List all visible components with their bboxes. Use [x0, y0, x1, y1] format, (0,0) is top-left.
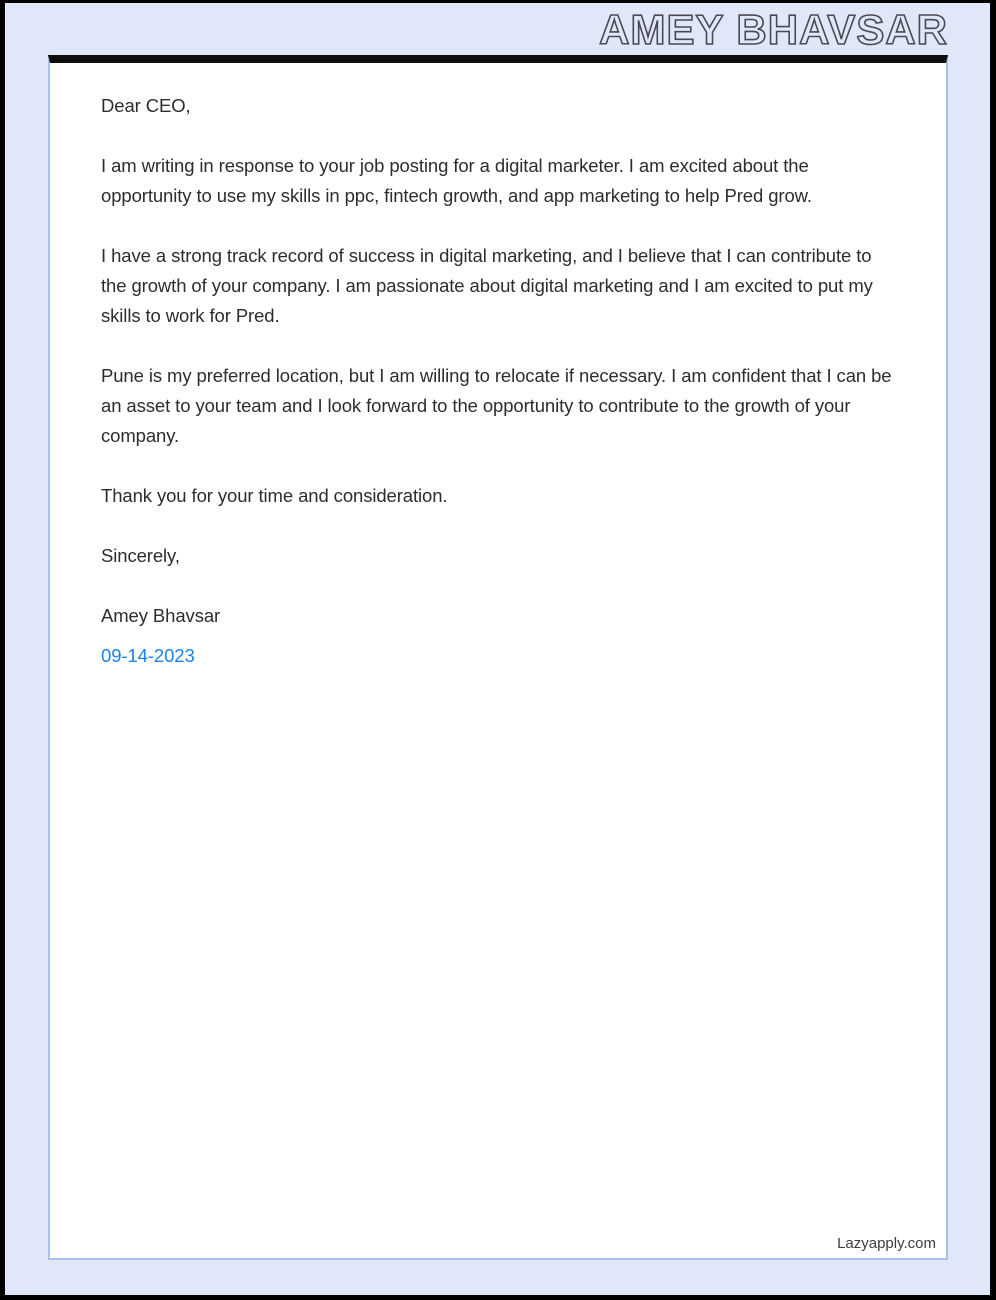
- letter-paragraph: I have a strong track record of success in digital marketing, and I believe that I can contribute to the growth of your company. I am passionate about digital marketing and I am excited to put my skills to work for Pred.: [101, 245, 873, 326]
- header-name: AMEY BHAVSAR: [599, 6, 948, 53]
- letter-page: [48, 55, 948, 1260]
- thanks-line: Thank you for your time and consideration.: [101, 485, 448, 506]
- signature-name: Amey Bhavsar: [101, 605, 221, 626]
- letter-paragraph: I am writing in response to your job posting for a digital marketer. I am excited about the opportunity to use my skills in ppc, fintech growth, and app marketing to help Pred grow.: [101, 155, 812, 206]
- letter-paragraph: Pune is my preferred location, but I am willing to relocate if necessary. I am confident that I can be an asset to your team and I look forward to the opportunity to contribute to the growth of your company.: [101, 365, 892, 446]
- watermark-text: Lazyapply.com: [837, 1235, 936, 1252]
- letter-content: [101, 91, 901, 671]
- date-link[interactable]: 09-14-2023: [101, 645, 195, 666]
- salutation: Dear CEO,: [101, 95, 191, 116]
- closing-line: Sincerely,: [101, 545, 180, 566]
